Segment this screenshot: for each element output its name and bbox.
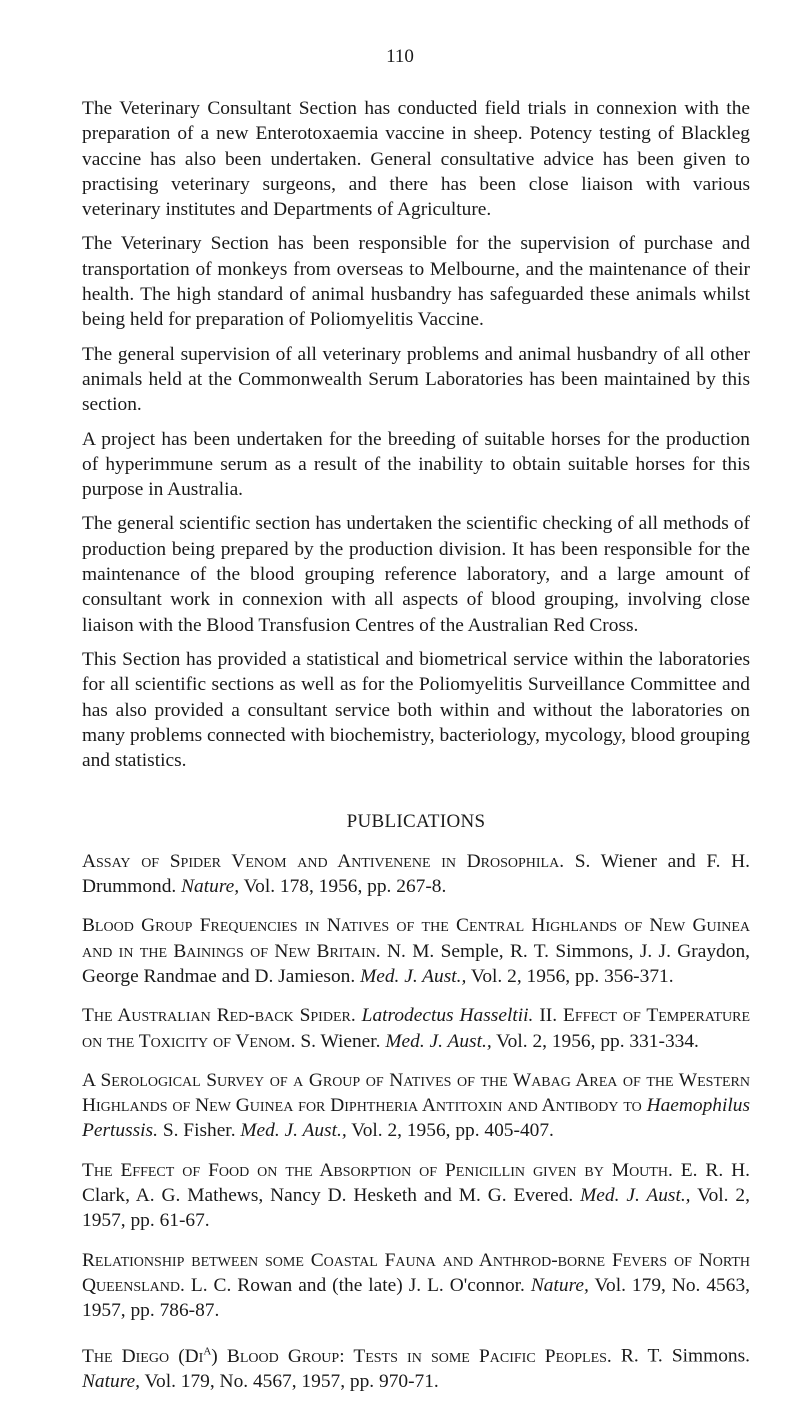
publication-entry xyxy=(82,849,750,900)
publication-entry xyxy=(82,1158,750,1234)
publication-title-sup: a xyxy=(203,1341,212,1359)
publication-journal: Med. J. Aust., xyxy=(360,965,467,987)
publication-authors: R. T. Simmons. xyxy=(620,1345,750,1367)
publication-title-italic: Haemophilus Pertussis. xyxy=(82,1095,751,1142)
publication-details: Vol. 178, 1956, pp. 267-8. xyxy=(243,876,447,898)
publication-title xyxy=(82,1341,612,1367)
publication-authors: N. M. Semple, R. T. Simmons, J. J. Graydon, George Randmae and D. Jamieson. xyxy=(82,940,750,987)
publication-title: Blood Group Frequencies in Natives of the Central Highlands of New Guinea and in the Bainings of New Britain. xyxy=(82,915,750,962)
publication-title: Relationship between some Coastal Fauna and Anthrod-borne Fevers of North Queensland. xyxy=(82,1249,750,1296)
publication-journal: Nature, xyxy=(181,876,240,898)
publication-details: Vol. 2, 1957, pp. 61-67. xyxy=(82,1184,750,1232)
publication-authors: E. R. H. Clark, A. G. Mathews, Nancy D. Hesketh and M. G. Evered. xyxy=(82,1159,750,1206)
paragraph-statistical-service: This Section has provided a statistical and biometrical service within the laboratories for all scientific sections as well as for the Poliomyelitis Surveillance Committee and has also provided a consultant service both within and without the laboratories on many problems connected with biochemistry, bacteriology, mycology, blood grouping and statistics. xyxy=(82,648,750,772)
publication-journal: Med. J. Aust., xyxy=(580,1184,691,1206)
publication-entry xyxy=(82,913,750,989)
publication-journal: Nature, xyxy=(530,1274,589,1296)
publication-details: Vol. 179, No. 4563, 1957, pp. 786-87. xyxy=(82,1274,750,1322)
publication-journal: Med. J. Aust., xyxy=(240,1120,347,1142)
publication-title: The Australian Red-back Spider. xyxy=(82,1005,356,1027)
publication-entry xyxy=(82,1337,750,1394)
publication-journal: Med. J. Aust., xyxy=(385,1030,492,1052)
publication-title: The Effect of Food on the Absorption of Penicillin given by Mouth. xyxy=(82,1159,673,1181)
publication-authors: S. Fisher. xyxy=(162,1120,236,1142)
publication-title-pre: The Diego (Di xyxy=(82,1345,204,1367)
publication-authors: L. C. Rowan and (the late) J. L. O'connor. xyxy=(190,1274,525,1296)
publication-entry xyxy=(82,1003,750,1054)
publication-details: Vol. 2, 1956, pp. 356-371. xyxy=(470,965,674,987)
paragraph-veterinary-consultant: The Veterinary Consultant Section has conducted field trials in connexion with the preparation of a new Enterotoxaemia vaccine in sheep. Potency testing of Blackleg vaccine has also been undertaken. General consultative advice has been given to practising veterinary surgeons, and there has been close liaison with various veterinary institutes and Departments of Agriculture. xyxy=(82,98,750,221)
page-number: 110 xyxy=(386,46,414,67)
paragraph-general-scientific: The general scientific section has undertaken the scientific checking of all methods of production being prepared by the production division. It has been responsible for the maintenance of the blood grouping reference laboratory, and a large amount of consultant work in connexion with all aspects of blood grouping, involving close liaison with the Blood Transfusion Centres of the Australian Red Cross. xyxy=(82,513,750,636)
publication-details: Vol. 2, 1956, pp. 405-407. xyxy=(351,1120,554,1142)
publication-title-post: ) Blood Group: Tests in some Pacific Peoples. xyxy=(211,1345,612,1367)
publication-authors: S. Wiener and F. H. Drummond. xyxy=(82,850,750,898)
body-text xyxy=(82,96,750,1409)
publication-title: A Serological Survey of a Group of Natives of the Wabag Area of the Western Highlands of New Guinea for Diphtheria Antitoxin and Antibody to xyxy=(82,1069,750,1117)
publication-title: Assay of Spider Venom and Antivenene in Drosophila. xyxy=(82,850,565,872)
paragraph-general-supervision: The general supervision of all veterinary problems and animal husbandry of all other animals held at the Commonwealth Serum Laboratories has been maintained by this section. xyxy=(82,343,750,416)
paragraph-veterinary-section: The Veterinary Section has been responsible for the supervision of purchase and transportation of monkeys from overseas to Melbourne, and the maintenance of their health. The high standard of animal husbandry has safeguarded these animals whilst being held for preparation of Poliomyelitis Vaccine. xyxy=(82,233,750,331)
publication-journal: Nature, xyxy=(82,1371,140,1393)
publication-title-italic: Latrodectus Hasseltii. xyxy=(361,1005,534,1027)
publication-title-rest: II. Effect of Temperature on the Toxicity of Venom. xyxy=(82,1005,750,1052)
publication-details: Vol. 179, No. 4567, 1957, pp. 970-71. xyxy=(144,1371,439,1393)
publication-entry xyxy=(82,1068,750,1144)
publication-authors: S. Wiener. xyxy=(300,1030,381,1052)
publication-details: Vol. 2, 1956, pp. 331-334. xyxy=(496,1030,699,1052)
paragraph-horse-breeding: A project has been undertaken for the breeding of suitable horses for the production of hyperimmune serum as a result of the inability to obtain suitable horses for this purpose in Australia. xyxy=(82,428,750,501)
publications-heading: PUBLICATIONS xyxy=(346,811,486,833)
